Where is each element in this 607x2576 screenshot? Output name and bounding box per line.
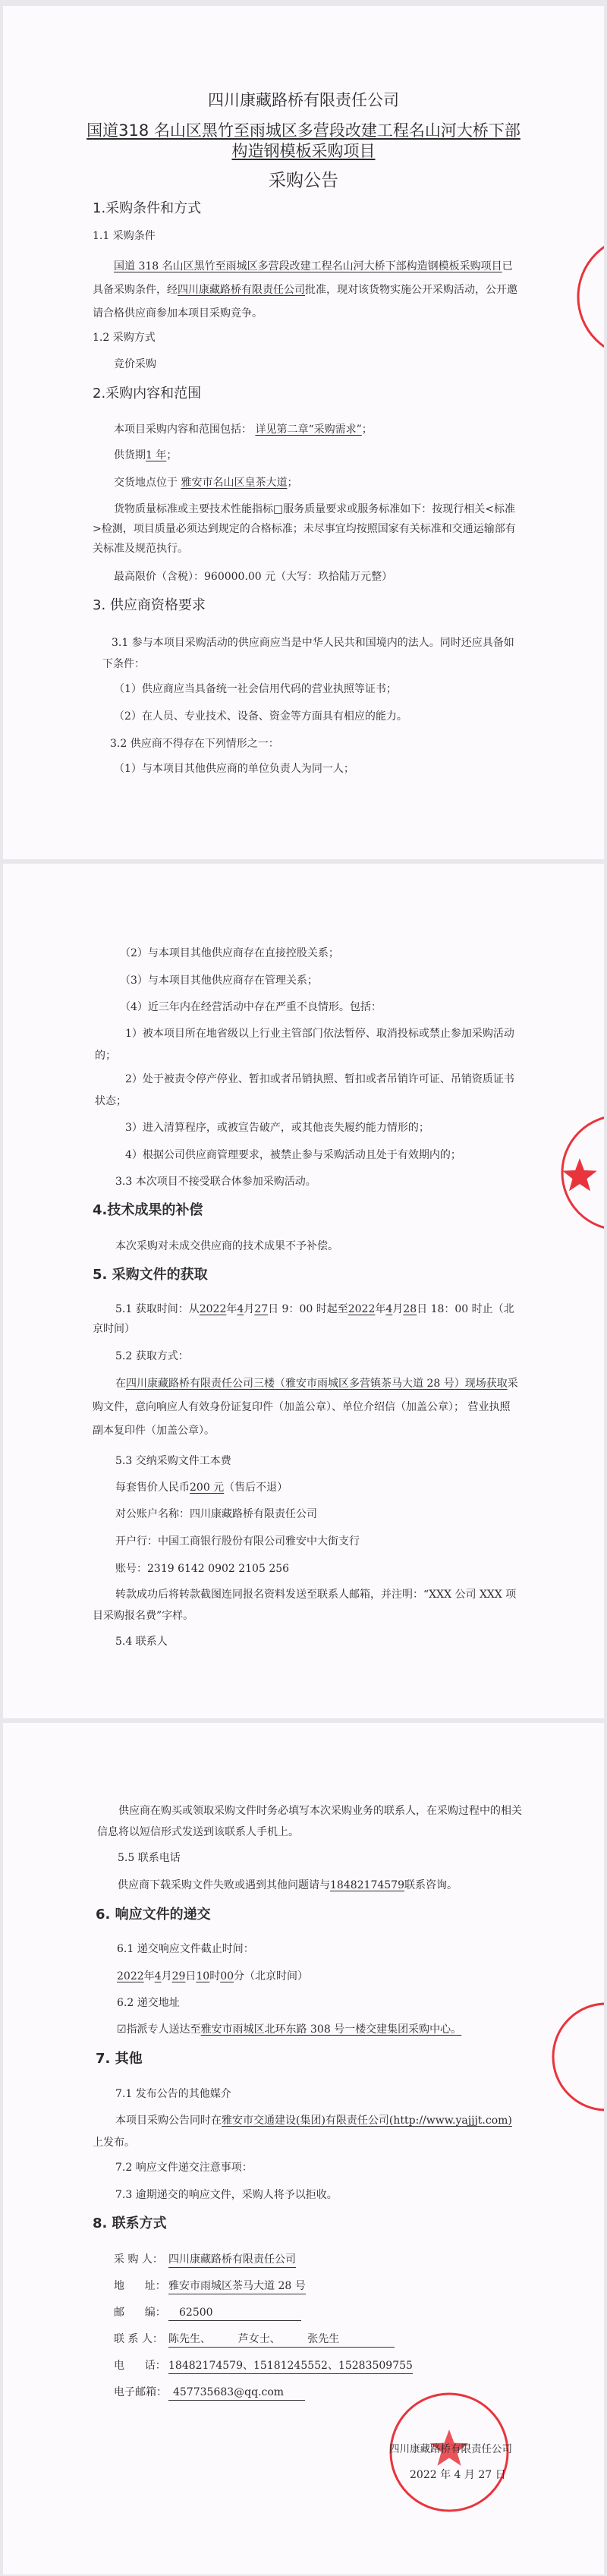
deadline [117, 1965, 308, 1989]
section-4-text: 本次采购对未成交供应商的技术成果不予补偿。 [115, 1240, 338, 1252]
period-line: 供货期1 年； [114, 449, 178, 461]
procurement-method: 竞价采购 [114, 358, 156, 370]
text: 日 [185, 1970, 197, 1982]
section-1-1-text [93, 255, 519, 326]
transfer-note: 转款成功后将转款截图连同报名资料发送至联系人邮箱，并注明：“XXX 公司 XXX 项目采购报名费”字样。 [93, 1589, 517, 1622]
company-seal-partial [574, 232, 604, 361]
label: 地 址： [114, 2280, 166, 2292]
account-name: 对公账户名称：四川康藏路桥有限责任公司 [115, 1508, 317, 1520]
value: 四川康藏路桥有限责任公司 [168, 2252, 296, 2268]
exclusion-item-3: （3）与本项目其他供应商存在管理关系； [120, 975, 318, 987]
project-title-text2: 构造钢模板采购项目 [231, 142, 376, 160]
value: 1 年 [146, 449, 167, 461]
scope-line: 本项目采购内容和范围包括： 详见第二章“采购需求”； [114, 424, 373, 436]
section-5-2-text [93, 1372, 519, 1443]
text: 5.1 获取时间：从 [115, 1303, 200, 1315]
label: 邮 编： [114, 2307, 166, 2319]
bank-name: 开户行：中国工商银行股份有限公司雅安中大街支行 [115, 1535, 360, 1548]
delivery-place-line: 交货地点位于 雅安市名山区皇茶大道； [114, 477, 298, 489]
text: 在 [115, 1378, 126, 1390]
contact-row-phone [114, 2354, 413, 2378]
section-7-3: 7.3 逾期递交的响应文件，采购人将予以拒收。 [115, 2189, 338, 2201]
text: 月 [244, 1303, 255, 1315]
project-title-text1: 国道318 名山区黑竹至雨城区多营段改建工程名山河大桥下部 [86, 121, 521, 140]
section-1-2: 1.2 采购方式 [93, 332, 156, 344]
signature-company: 四川康藏路桥有限责任公司 [389, 2443, 512, 2455]
year: 2022 [117, 1970, 144, 1982]
section-7-1: 7.1 发布公告的其他媒介 [115, 2088, 231, 2100]
label: 电子邮箱： [114, 2386, 167, 2398]
text: 年 [143, 1970, 155, 1982]
exclusion-sub-2: 2）处于被责令停产停业、暂扣或者吊销执照、暂扣或者吊销许可证、吊销资质证书状态； [95, 1073, 514, 1107]
section-5-heading: 5. 采购文件的获取 [93, 1267, 208, 1283]
value: 陈先生、 芦女士、 张先生 [168, 2332, 395, 2348]
year: 2022 [348, 1303, 376, 1315]
exclusion-item-4: （4）近三年内在经营活动中存在严重不良情形。包括： [120, 1001, 382, 1013]
section-5-5-text [118, 1874, 458, 1897]
contact-row-purchaser [114, 2248, 296, 2272]
section-3-3: 3.3 本次项目不接受联合体参加采购活动。 [115, 1176, 316, 1188]
address: 雅安市雨城区北环东路 308 号一楼交建集团采购中心。 [200, 2023, 462, 2036]
text: 已具备采购条件，经 [93, 260, 513, 296]
max-price: 最高限价（含税）：960000.00 元（大写：玖拾陆万元整） [114, 571, 393, 583]
section-6-2: 6.2 递交地址 [117, 1997, 180, 2009]
project-title-line2 [0, 140, 607, 162]
text: 上发布。 [93, 2137, 135, 2149]
section-6-1: 6.1 递交响应文件截止时间： [117, 1943, 254, 1955]
text: 批准，现对该货物实施公开采购活动，公开邀请合格供应商参加本项目采购竞争。 [93, 284, 517, 320]
value: 18482174579、15181245552、15283509755 [168, 2358, 413, 2374]
label: 交货地点位于 [114, 477, 178, 489]
section-5-1 [93, 1299, 519, 1339]
value[interactable]: 457735683@qq.com [168, 2385, 305, 2401]
contact-row-persons [114, 2328, 395, 2351]
fee-line [115, 1476, 288, 1500]
section-8-heading: 8. 联系方式 [93, 2215, 167, 2231]
section-1-1: 1.1 采购条件 [93, 230, 156, 242]
seal-ring [553, 2004, 604, 2110]
text: ☑指派专人送达至 [117, 2023, 201, 2036]
section-2-heading: 2.采购内容和范围 [93, 386, 202, 402]
place: 四川康藏路桥有限责任公司三楼（雅安市雨城区多营镇茶马大道 28 号）现场获取 [126, 1378, 508, 1390]
project-title-line1 [0, 120, 607, 141]
text: 分（北京时间） [234, 1970, 309, 1982]
phone: 18482174579 [330, 1879, 404, 1891]
text: 每套售价人民币 [115, 1482, 190, 1494]
contact-row-postcode [114, 2301, 301, 2325]
text: 月 [161, 1970, 172, 1982]
contact-row-address [114, 2275, 306, 2298]
section-3-1: 3.1 参与本项目采购活动的供应商应当是中华人民共和国境内的法人。同时还应具备如下条件： [102, 637, 514, 670]
company-title: 四川康藏路桥有限责任公司 [208, 91, 399, 109]
exclusion-sub-3: 3）进入清算程序，或被宣告破产，或其他丧失履约能力情形的； [125, 1122, 429, 1134]
label: 联 系 人： [114, 2333, 163, 2345]
day: 27 [254, 1303, 269, 1315]
account-number: 账号：2319 6142 0902 2105 256 [115, 1563, 290, 1575]
hour: 10 [196, 1970, 210, 1982]
section-5-4: 5.4 联系人 [115, 1636, 168, 1648]
text: 年 [375, 1303, 386, 1315]
exclusion-sub-1: 1）被本项目所在地省级以上行业主管部门依法暂停、取消投标或禁止参加采购活动的； [95, 1028, 514, 1062]
text: 日 9：00 时起至 [268, 1303, 348, 1315]
company-name: 四川康藏路桥有限责任公司 [178, 284, 305, 296]
label: 电 话： [114, 2360, 166, 2372]
minute: 00 [220, 1970, 234, 1982]
value: 62500 [168, 2305, 301, 2321]
company-seal-partial [549, 2001, 604, 2115]
contact-row-email [114, 2381, 305, 2404]
section-5-4-text: 供应商在购买或领取采购文件时务必填写本次采购业务的联系人，在采购过程中的相关信息将以短信形式发送到该联系人手机上。 [97, 1805, 522, 1838]
quality-text: 货物质量标准或主要技术性能指标□服务质量要求或服务标准如下：按现行相关<标准>检测，项目质量必须达到规定的合格标准；未尽事宜均按照国家有关标准和交通运输部有关标准及规范执行。 [93, 503, 516, 555]
value: 雅安市雨城区茶马大道 28 号 [168, 2278, 306, 2294]
day: 29 [171, 1970, 186, 1982]
text: 年 [226, 1303, 237, 1315]
value: 雅安市名山区皇茶大道 [181, 477, 288, 489]
section-7-1-text [93, 2110, 519, 2154]
label: 本项目采购内容和范围包括： [114, 424, 252, 436]
year: 2022 [199, 1303, 227, 1315]
text: （售后不退） [224, 1482, 288, 1494]
day: 28 [403, 1303, 417, 1315]
month: 4 [385, 1303, 393, 1315]
section-5-5: 5.5 联系电话 [118, 1852, 181, 1864]
section-7-heading: 7. 其他 [96, 2051, 143, 2067]
text: 本项目采购公告同时在 [115, 2115, 222, 2127]
section-5-3: 5.3 交纳采购文件工本费 [115, 1455, 231, 1467]
project-name-link: 国道 318 名山区黑竹至雨城区多营段改建工程名山河大桥下部构造钢模板采购项目 [114, 260, 502, 272]
section-5-2: 5.2 获取方式： [115, 1350, 189, 1362]
text: 月 [392, 1303, 404, 1315]
fee-value: 200 元 [190, 1482, 225, 1494]
signature-date: 2022 年 4 月 27 日 [410, 2469, 506, 2481]
exclusion-item-2: （2）与本项目其他供应商存在直接控股关系； [120, 947, 339, 959]
section-6-heading: 6. 响应文件的递交 [96, 1907, 211, 1923]
month: 4 [237, 1303, 244, 1315]
section-7-2: 7.2 响应文件递交注意事项： [115, 2162, 253, 2174]
doc-title: 采购公告 [269, 171, 338, 191]
label: 采 购 人： [114, 2253, 163, 2266]
section-1-heading: 1.采购条件和方式 [93, 200, 202, 216]
value: 详见第二章“采购需求” [255, 424, 362, 436]
seal-star-icon [562, 1158, 597, 1191]
section-4-heading: 4.技术成果的补偿 [93, 1202, 203, 1218]
req-item-1: （1）供应商应当具备统一社会信用代码的营业执照等证书； [114, 683, 397, 695]
company-seal-partial [557, 1113, 604, 1234]
text: 供应商下载采购文件失败或遇到其他问题请与 [118, 1879, 330, 1891]
exclusion-sub-4: 4）根据公司供应商管理要求，被禁止参与采购活动且处于有效期内的； [125, 1149, 461, 1161]
delivery-address [117, 2018, 461, 2042]
text: 联系咨询。 [404, 1879, 458, 1891]
text: 采购文件，意向响应人有效身份证复印件（加盖公章）、单位介绍信（加盖公章）； 营业执照副本复印件（加盖公章）。 [93, 1378, 518, 1437]
month: 4 [154, 1970, 162, 1982]
section-3-2: 3.2 供应商不得存在下列情形之一： [110, 738, 279, 750]
website-link[interactable]: 雅安市交通建设(集团)有限责任公司(http://www.yajjjt.com) [222, 2115, 512, 2127]
text: 日 18：00 时止（北京时间） [93, 1303, 514, 1335]
seal-ring [578, 236, 604, 357]
section-3-heading: 3. 供应商资格要求 [93, 597, 206, 613]
label: 供货期 [114, 449, 146, 461]
req-item-2: （2）在人员、专业技术、设备、资金等方面具有相应的能力。 [114, 710, 407, 723]
text: 时 [209, 1970, 221, 1982]
exclusion-item-1: （1）与本项目其他供应商的单位负责人为同一人； [114, 763, 354, 775]
